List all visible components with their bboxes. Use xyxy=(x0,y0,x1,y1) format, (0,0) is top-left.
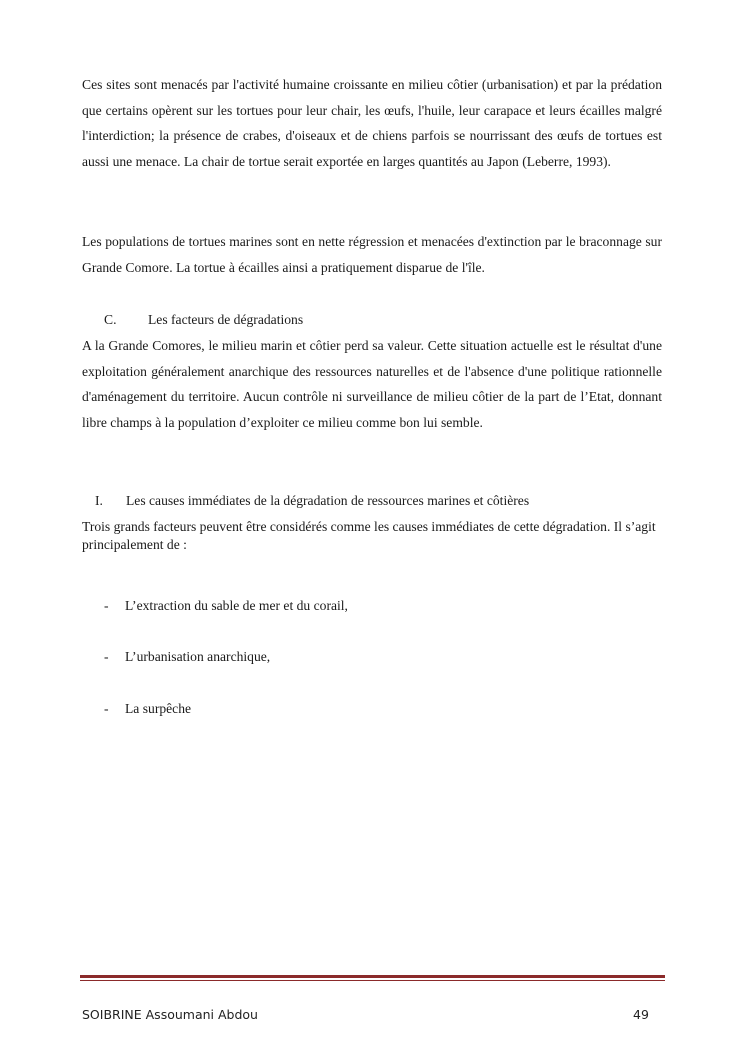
page-number: 49 xyxy=(633,1007,649,1022)
footer-rule xyxy=(80,975,665,978)
paragraph-causes-intro: Trois grands facteurs peuvent être considérés comme les causes immédiates de cette dégradation. Il s’agit principalement de : xyxy=(82,519,656,552)
footer-rule-thin xyxy=(80,980,665,981)
section-heading-c xyxy=(104,311,303,329)
list-item-text: L’extraction du sable de mer et du corail, xyxy=(125,598,348,613)
list-item-text: L’urbanisation anarchique, xyxy=(125,649,271,664)
section-c-title: Les facteurs de dégradations xyxy=(148,312,304,327)
section-heading-i xyxy=(95,492,529,510)
section-i-title: Les causes immédiates de la dégradation de ressources marines et côtières xyxy=(126,493,530,508)
list-item xyxy=(104,700,191,718)
section-i-number: I. xyxy=(95,493,103,508)
list-dash: - xyxy=(104,649,109,664)
list-dash: - xyxy=(104,598,109,613)
paragraph-threats: Ces sites sont menacés par l'activité humaine croissante en milieu côtier (urbanisation) et par la prédation que certains opèrent sur les tortues pour leur chair, les œufs, l'huile, leur carapace et leurs écailles malgré l'interdiction; la présence de crabes, d'oiseaux et de chiens parfois se nourrissant des œufs de tortues est aussi une menace. La chair de tortue serait exportée en larges quantités au Japon (Leberre, 1993). xyxy=(82,77,662,169)
paragraph-populations: Les populations de tortues marines sont en nette régression et menacées d'extinction par le braconnage sur Grande Comore. La tortue à écailles ainsi a pratiquement disparue de l'île. xyxy=(82,234,662,275)
list-item xyxy=(104,597,348,615)
footer-author: SOIBRINE Assoumani Abdou xyxy=(82,1007,258,1022)
list-item xyxy=(104,648,270,666)
section-c-number: C. xyxy=(104,312,117,327)
list-dash: - xyxy=(104,701,109,716)
list-item-text: La surpêche xyxy=(125,701,192,716)
paragraph-degradation: A la Grande Comores, le milieu marin et côtier perd sa valeur. Cette situation actuelle est le résultat d'une exploitation généralement anarchique des ressources naturelles et de l'absence d'une politique rationnelle d'aménagement du territoire. Aucun contrôle ni surveillance de milieu côtier de la part de l’Etat, donnant libre champs à la population d’exploiter ce milieu comme bon lui semble. xyxy=(82,338,662,430)
